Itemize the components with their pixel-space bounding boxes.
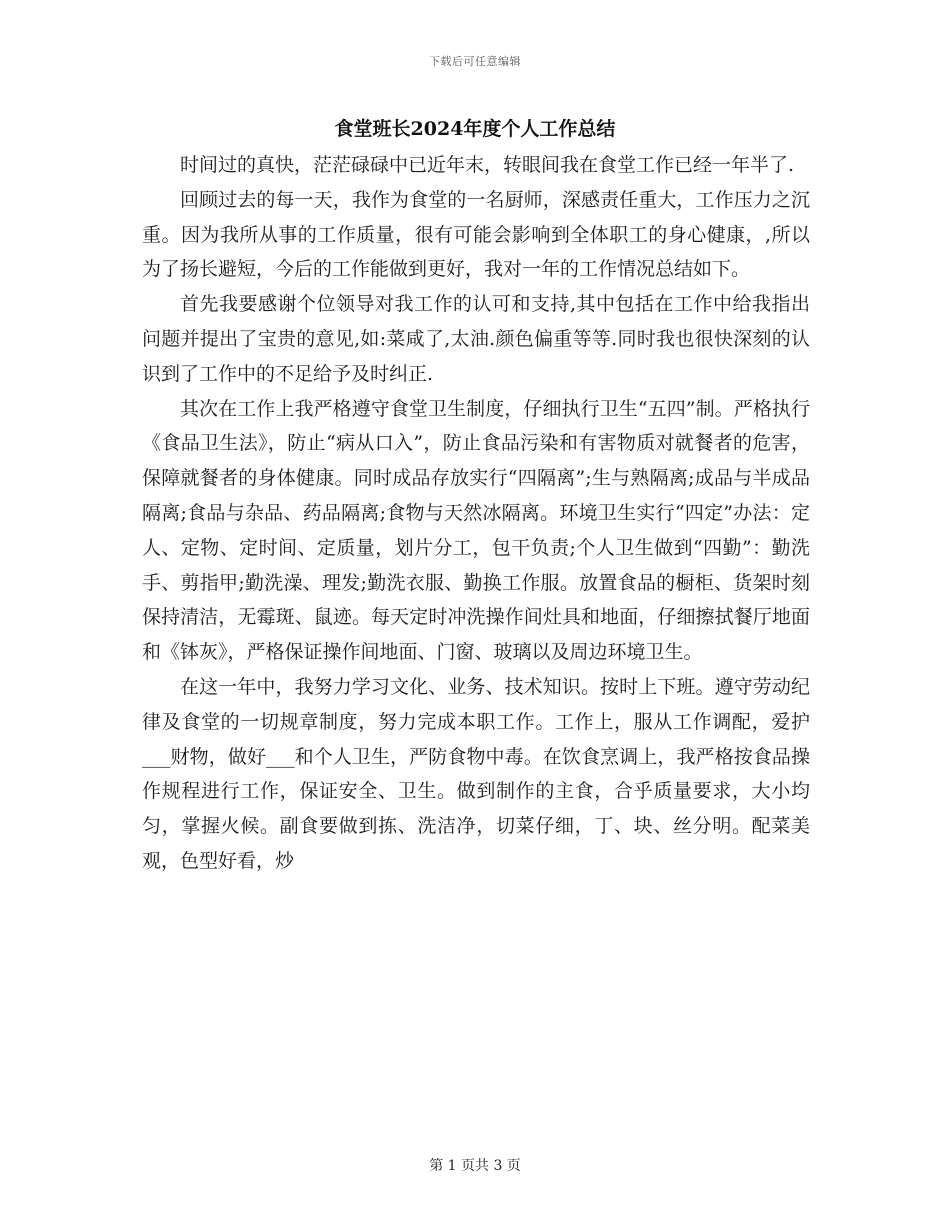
paragraph-hygiene: 其次在工作上我严格遵守食堂卫生制度，仔细执行卫生“五四”制。严格执行《食品卫生法》，防止“病从口入”，防止食品污染和有害物质对就餐者的危害，保障就餐者的身体健康。同时成品存放实行“四隔离”;生与熟隔离;成品与半成品隔离;食品与杂品、药品隔离;食物与天然冰隔离。环境卫生实行“四定”办法：定人、定物、定时间、定质量，划片分工，包干负责;个人卫生做到“四勤”：勤洗手、剪指甲;勤洗澡、理发;勤洗衣服、勤换工作服。放置食品的橱柜、货架时刻保持清洁，无霉斑、鼠迹。每天定时冲洗操作间灶具和地面，仔细擦拭餐厅地面和《钵灰》，严格保证操作间地面、门窗、玻璃以及周边环境卫生。: [142, 397, 810, 664]
document-title: 食堂班长2024年度个人工作总结: [334, 118, 616, 140]
paragraph-intro: 时间过的真快，茫茫碌碌中已近年末，转眼间我在食堂工作已经一年半了.: [180, 154, 795, 176]
paragraph-study: 在这一年中，我努力学习文化、业务、技术知识。按时上下班。遵守劳动纪律及食堂的一切规章制度，努力完成本职工作。工作上，服从工作调配，爱护___财物，做好___和个人卫生，严防食物中毒。在饮食烹调上，我严格按食品操作规程进行工作，保证安全、卫生。做到制作的主食，合乎质量要求，大小均匀，掌握火候。副食要做到拣、洗洁净，切菜仔细，丁、块、丝分明。配菜美观，色型好看，炒: [142, 675, 810, 872]
paragraph-review: 回顾过去的每一天，我作为食堂的一名厨师，深感责任重大，工作压力之沉重。因为我所从事的工作质量，很有可能会影响到全体职工的身心健康，,所以为了扬长避短，今后的工作能做到更好，我对一年的工作情况总结如下。: [142, 188, 810, 281]
page-number: 第 1 页共 3 页: [429, 1158, 521, 1174]
paragraph-thanks: 首先我要感谢个位领导对我工作的认可和支持,其中包括在工作中给我指出问题并提出了宝贵的意见,如:菜咸了,太油.颜色偏重等等.同时我也很快深刻的认识到了工作中的不足给予及时纠正.: [142, 293, 810, 385]
page-header-note: 下载后可任意编辑: [429, 55, 521, 68]
document-body: [142, 148, 810, 879]
